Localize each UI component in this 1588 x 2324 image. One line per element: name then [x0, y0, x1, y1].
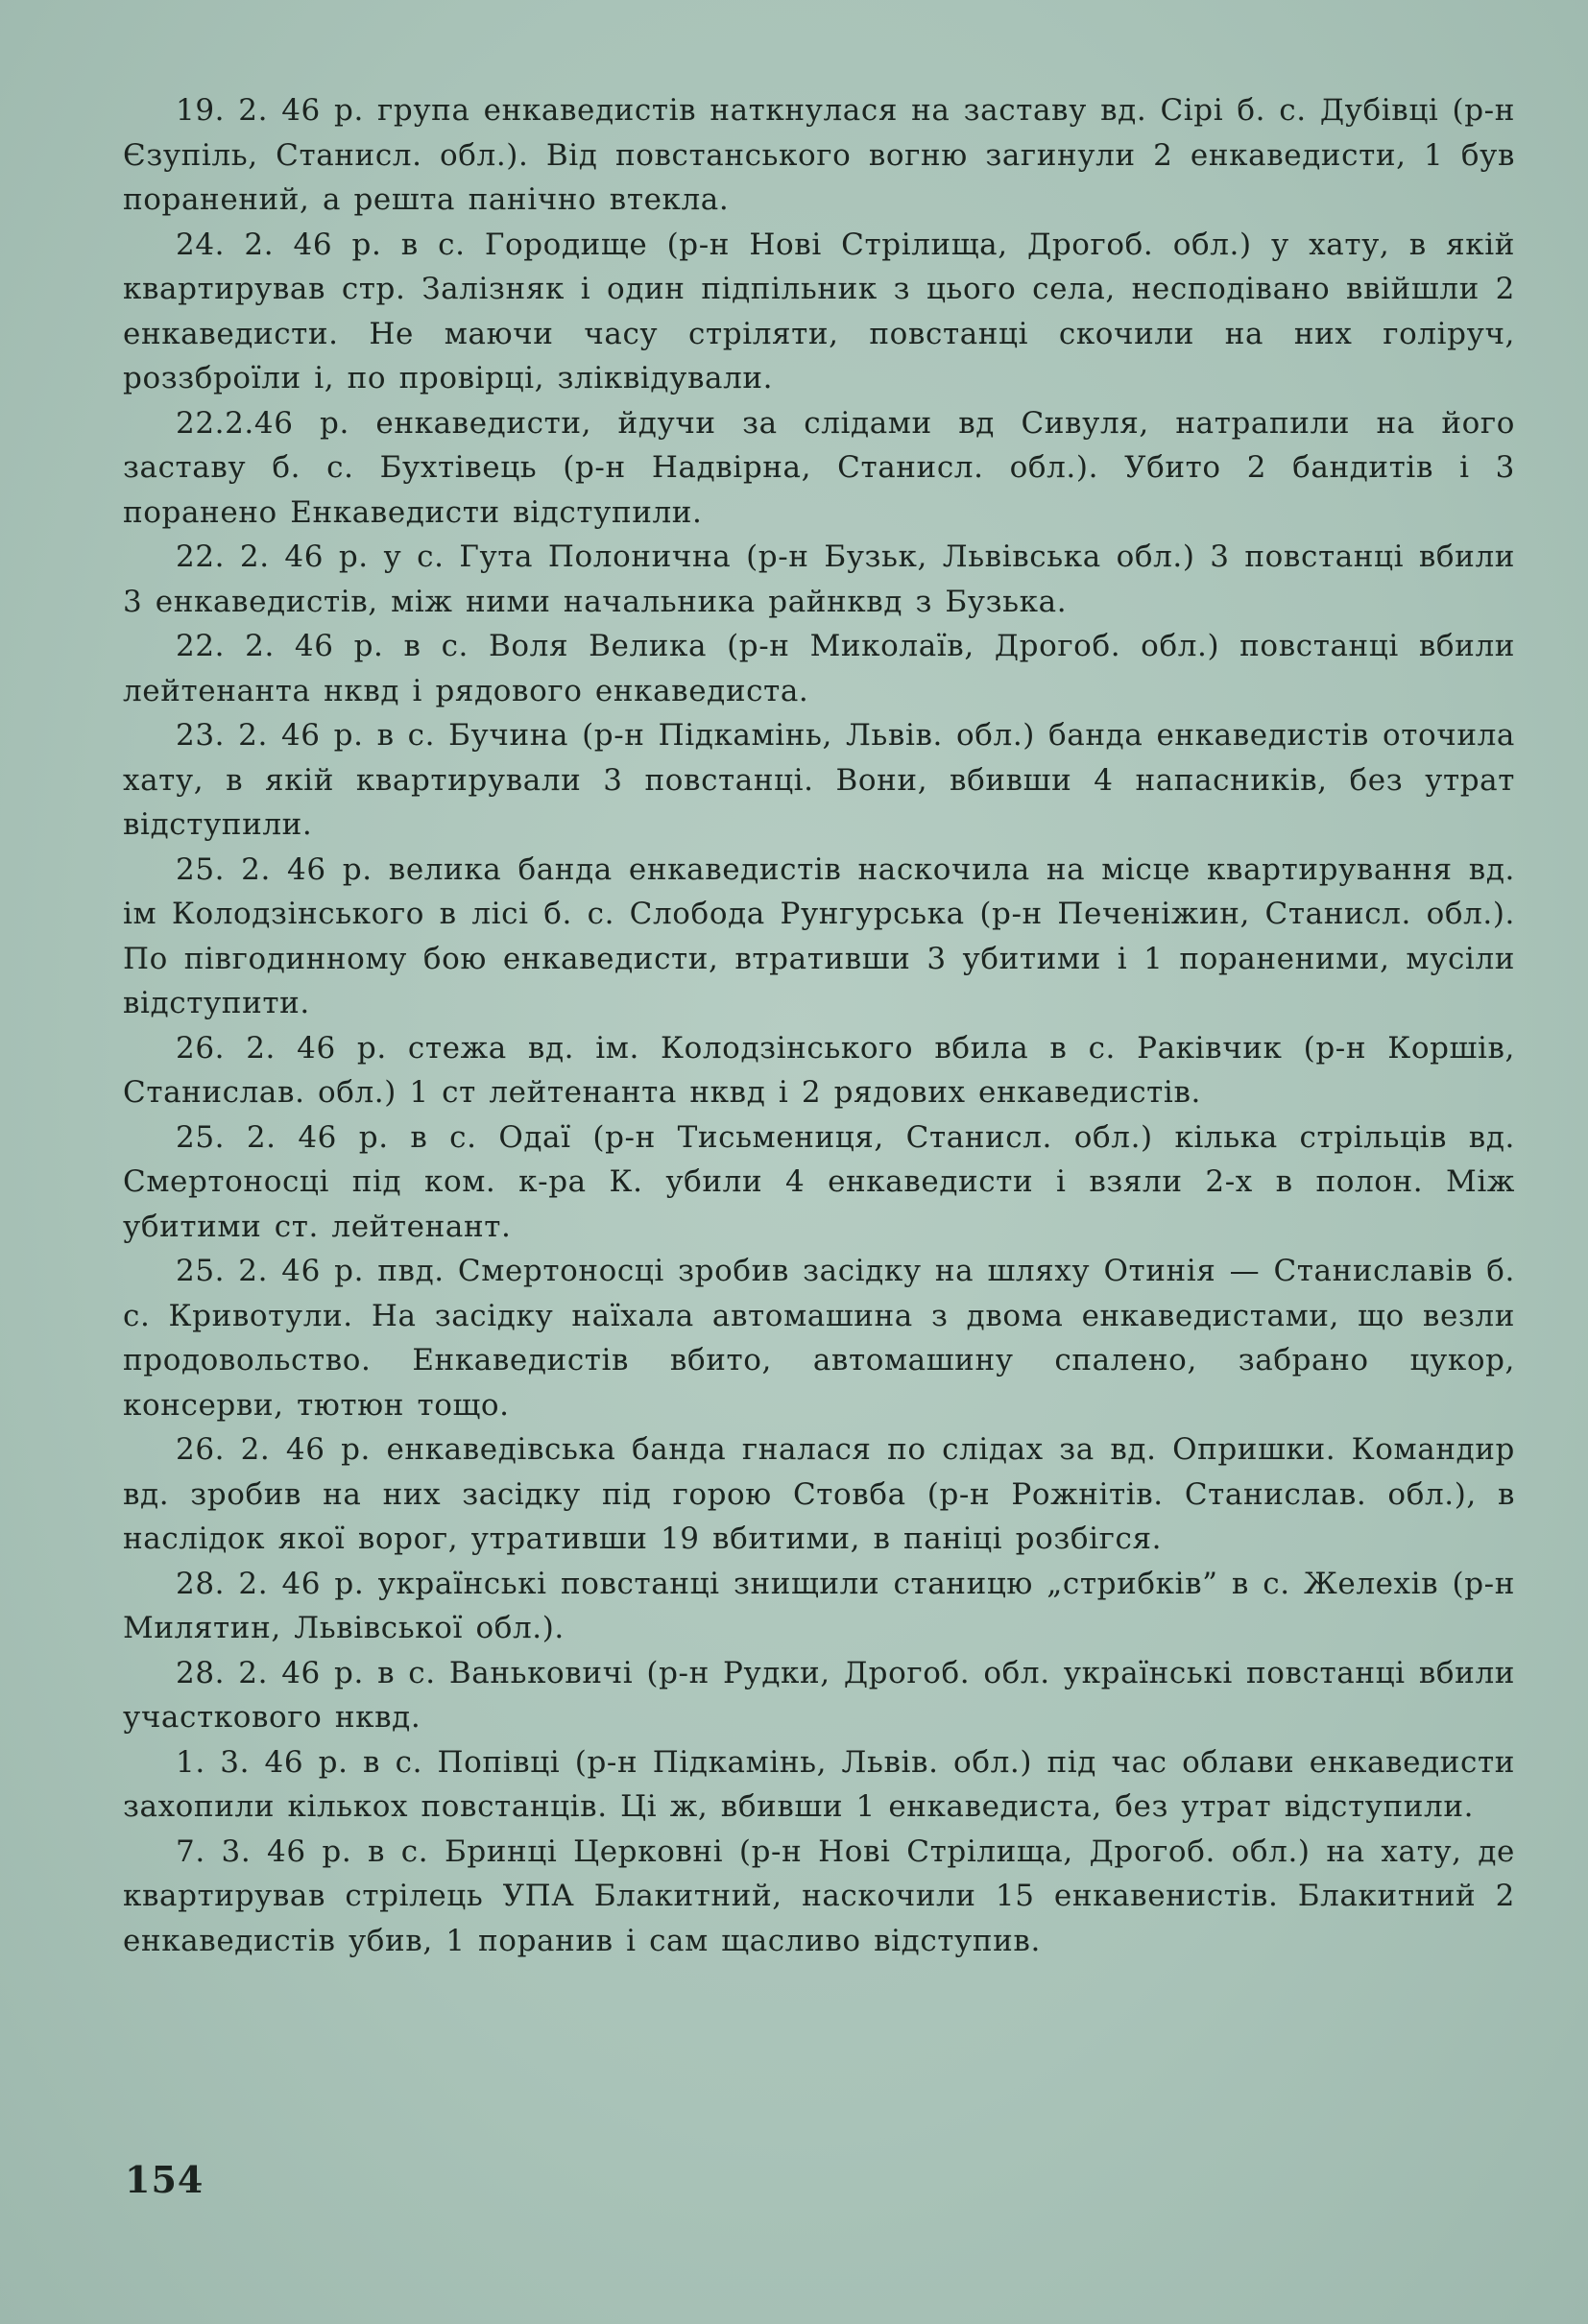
paragraph-entry: 25. 2. 46 р. велика банда енкаведистів наскочила на місце квартирування вд. ім Колодзінського в лісі б. с. Слобода Рунгурська (р-н Печеніжин, Станисл. обл.). По півгодинному бою енкаведисти, втративши 3 убитими і 1 пораненими, мусіли відступити.	[123, 851, 1515, 1020]
paragraph-entry: 22.2.46 р. енкаведисти, йдучи за слідами вд Сивуля, натрапили на його заставу б. с. Бухтівець (р-н Надвірна, Станисл. обл.). Убито 2 бандитів і 3 поранено Енкаведисти відступили.	[123, 405, 1515, 530]
paragraph-entry: 25. 2. 46 р. пвд. Смертоносці зробив засідку на шляху Отинія — Станиславів б. с. Кривотули. На засідку наїхала автомашина з двома енкаведистами, що везли продовольство. Енкаведистів вбито, автомашину спалено, забрано цукор, консерви, тютюн тощо.	[123, 1254, 1515, 1423]
paragraph-entry: 24. 2. 46 р. в с. Городище (р-н Нові Стрілища, Дрогоб. обл.) у хату, в якій квартирував стр. Залізняк і один підпільник з цього села, несподівано ввійшли 2 енкаведисти. Не маючи часу стріляти, повстанці скочили на них голіруч, роззброїли і, по провірці, зліквідували.	[123, 227, 1515, 395]
paragraph-entry: 7. 3. 46 р. в с. Бринці Церковні (р-н Нові Стрілища, Дрогоб. обл.) на хату, де квартирував стрілець УПА Блакитний, наскочили 15 енкавенистів. Блакитний 2 енкаведистів убив, 1 поранив і сам щасливо відступив.	[123, 1833, 1515, 1958]
paragraph-entry: 22. 2. 46 р. у с. Гута Полонична (р-н Бузьк, Львівська обл.) 3 повстанці вбили 3 енкаведистів, між ними начальника райнквд з Бузька.	[123, 539, 1515, 619]
paragraph-entry: 1. 3. 46 р. в с. Попівці (р-н Підкамінь, Львів. обл.) під час облави енкаведисти захопили кількох повстанців. Ці ж, вбивши 1 енкаведиста, без утрат відступили.	[123, 1744, 1515, 1824]
paragraph-entry: 28. 2. 46 р. українські повстанці знищили станицю „стрибків” в с. Желехів (р-н Милятин, Львівської обл.).	[123, 1566, 1515, 1645]
paragraph-entry: 23. 2. 46 р. в с. Бучина (р-н Підкамінь, Львів. обл.) банда енкаведистів оточила хату, в якій квартирували 3 повстанці. Вони, вбивши 4 напасників, без утрат відступили.	[123, 718, 1515, 842]
page-number: 154	[125, 2158, 205, 2201]
paragraph-entry: 28. 2. 46 р. в с. Ваньковичі (р-н Рудки, Дрогоб. обл. українські повстанці вбили участкового нквд.	[123, 1655, 1515, 1735]
paragraph-entry: 25. 2. 46 р. в с. Одаї (р-н Тисьмениця, Станисл. обл.) кілька стрільців вд. Смертоносці під ком. к-ра К. убили 4 енкаведисти і взяли 2-х в полон. Між убитими ст. лейтенант.	[123, 1119, 1515, 1244]
main-text	[123, 88, 1515, 1963]
paragraph-entry: 26. 2. 46 р. стежа вд. ім. Колодзінського вбила в с. Раківчик (р-н Коршів, Станислав. обл.) 1 ст лейтенанта нквд і 2 рядових енкаведистів.	[123, 1030, 1515, 1110]
paragraph-entry: 26. 2. 46 р. енкаведівська банда гналася по слідах за вд. Опришки. Командир вд. зробив на них засідку під горою Стовба (р-н Рожнітів. Станислав. обл.), в наслідок якої ворог, утративши 19 вбитими, в паніці розбігся.	[123, 1432, 1515, 1556]
paragraph-entry: 19. 2. 46 р. група енкаведистів наткнулася на заставу вд. Сірі б. с. Дубівці (р-н Єзупіль, Станисл. обл.). Від повстанського вогню загинули 2 енкаведисти, 1 був поранений, а решта панічно втекла.	[123, 93, 1515, 217]
paragraph-entry: 22. 2. 46 р. в с. Воля Велика (р-н Миколаїв, Дрогоб. обл.) повстанці вбили лейтенанта нквд і рядового енкаведиста.	[123, 629, 1515, 708]
